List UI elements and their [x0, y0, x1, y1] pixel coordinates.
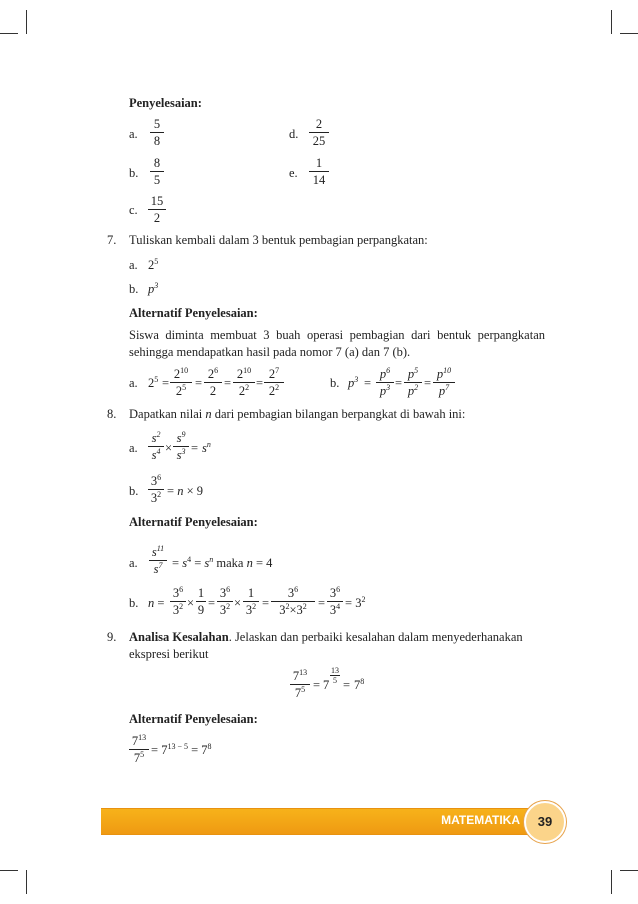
times-sign: ×: [165, 441, 173, 455]
equals-sign: =: [224, 376, 232, 390]
numerator: $3^6$: [148, 474, 164, 490]
denominator: $2^2$: [268, 382, 280, 398]
lhs-power: [348, 376, 358, 391]
question-text: Dapatkan nilai n dari pembagian bilangan berpangkat di bawah ini:: [129, 407, 466, 421]
result-power: $7^8$: [354, 676, 365, 692]
fraction: [243, 586, 259, 617]
denominator: $s^3$: [176, 446, 186, 462]
crop-mark: [0, 870, 18, 871]
numerator: $7^{13}$: [290, 669, 310, 685]
equals-sign: =: [162, 376, 170, 390]
item-letter: b.: [330, 376, 340, 390]
item-letter: e.: [289, 166, 298, 180]
numerator: $2^7$: [264, 367, 284, 383]
equals-sign: =: [395, 376, 403, 390]
numerator: $7^{13}$: [129, 734, 149, 750]
numerator: 5: [150, 117, 164, 133]
question-number: 9.: [107, 630, 117, 644]
item-letter: b.: [129, 596, 139, 610]
power-expression: [148, 258, 158, 273]
fraction: [148, 474, 164, 505]
alternative-solution-heading: Alternatif Penyelesaian:: [129, 712, 258, 726]
denominator: 5: [153, 173, 161, 187]
item-letter: c.: [129, 203, 138, 217]
crop-mark: [620, 33, 638, 34]
numerator: $s^{11}$: [149, 545, 167, 561]
fraction: [148, 431, 164, 462]
numerator: $2^{10}$: [233, 367, 255, 383]
fraction: [233, 367, 255, 398]
denominator: $3^2$: [172, 601, 184, 617]
numerator: $s^9$: [173, 431, 189, 447]
lhs-power: [148, 376, 158, 391]
fraction: [309, 117, 329, 148]
rhs-power: $s^n$: [202, 439, 211, 455]
item-letter: b.: [129, 282, 139, 296]
item-letter: d.: [289, 127, 299, 141]
denominator: $2^5$: [175, 382, 187, 398]
base: p: [148, 282, 155, 296]
fraction: [149, 545, 167, 576]
crop-mark: [611, 10, 612, 34]
denominator: $2^2$: [238, 382, 250, 398]
item-letter: b.: [129, 484, 139, 498]
fraction: [129, 734, 149, 765]
equals-sign: =: [208, 596, 216, 610]
fraction: [148, 194, 166, 225]
page-number-badge: 39: [524, 801, 566, 843]
solution-lhs: n =: [148, 596, 165, 610]
numerator: $3^6$: [170, 586, 186, 602]
exponent: 3: [354, 374, 359, 384]
equation-rhs: = n × 9: [167, 484, 203, 498]
solution-heading: Penyelesaian:: [129, 96, 202, 110]
fraction: [217, 586, 233, 617]
numerator: 2: [309, 117, 329, 133]
fraction: [173, 431, 189, 462]
equals-sign: =: [313, 678, 321, 692]
crop-mark: [0, 33, 18, 34]
equals-sign: =: [364, 376, 372, 390]
numerator: $p^6$: [376, 367, 394, 383]
equals-sign: =: [318, 596, 326, 610]
denominator: $p^7$: [438, 382, 450, 398]
numerator: 1: [197, 586, 205, 600]
fraction: [264, 367, 284, 398]
alternative-solution-heading: Alternatif Penyelesaian:: [129, 515, 258, 529]
question-number: 8.: [107, 407, 117, 421]
numerator: 8: [150, 156, 164, 172]
base: p: [348, 376, 355, 390]
power-expression: [148, 282, 158, 297]
item-letter: b.: [129, 166, 139, 180]
numerator: $3^6$: [271, 586, 315, 602]
solution-result: = $3^2$: [345, 594, 366, 610]
fraction: [150, 156, 164, 187]
crop-mark: [620, 870, 638, 871]
fraction: [170, 367, 192, 398]
crop-mark: [26, 10, 27, 34]
numerator: $2^6$: [204, 367, 222, 383]
denominator: $3^2$: [245, 601, 257, 617]
footer-book-title: MATEMATIKA: [441, 813, 520, 827]
numerator: 1: [243, 586, 259, 602]
denominator: $7^5$: [294, 684, 306, 700]
question-text: Tuliskan kembali dalam 3 bentuk pembagian perpangkatan:: [129, 233, 428, 247]
fraction: [376, 367, 394, 398]
explanation-paragraph: Siswa diminta membuat 3 buah operasi pembagian dari bentuk perpangkatan sehingga mendapatkan hasil pada nomor 7 (a) dan 7 (b).: [129, 328, 545, 359]
numerator: 1: [309, 156, 329, 172]
times-sign: ×: [234, 596, 242, 610]
item-letter: a.: [129, 376, 138, 390]
item-letter: a.: [129, 441, 138, 455]
base: 2: [148, 376, 155, 390]
numerator: $2^{10}$: [170, 367, 192, 383]
numerator: $p^5$: [404, 367, 422, 383]
denominator: $7^5$: [133, 749, 145, 765]
equals-sign: =: [256, 376, 264, 390]
fraction: [404, 367, 422, 398]
fraction: [290, 669, 310, 700]
denominator: $3^4$: [329, 601, 341, 617]
denominator: 25: [312, 134, 326, 148]
fraction: [150, 117, 164, 148]
crop-mark: [611, 870, 612, 894]
base: 2: [148, 258, 155, 272]
fraction: [327, 586, 343, 617]
question-text: Analisa Kesalahan. Jelaskan dan perbaiki kesalahan dalam menyederhanakan ekspresi berikut: [129, 630, 523, 661]
fraction: [170, 586, 186, 617]
exponent: 5: [154, 374, 159, 384]
fraction: [433, 367, 455, 398]
solution-line: = $7^{13 - 5} = 7^8$: [151, 741, 212, 757]
equals-sign: =: [343, 678, 351, 692]
fraction-exponent: 13 5: [331, 666, 339, 685]
denominator: $3^2$: [150, 489, 162, 505]
item-letter: a.: [129, 556, 138, 570]
denominator: 9: [197, 603, 205, 617]
power-with-fraction-exponent: 7: [323, 678, 330, 692]
fraction: [309, 156, 329, 187]
denominator: 8: [153, 134, 161, 148]
item-letter: a.: [129, 127, 138, 141]
solution-line: = $s^4 = s^n$ maka n = 4: [172, 554, 273, 570]
crop-mark: [26, 870, 27, 894]
fraction: [271, 586, 315, 617]
denominator: $3^2$: [219, 601, 231, 617]
denominator: 2: [209, 384, 217, 398]
question-number: 7.: [107, 233, 117, 247]
alternative-solution-heading: Alternatif Penyelesaian:: [129, 306, 258, 320]
numerator: $p^{10}$: [433, 367, 455, 383]
equals-sign: =: [195, 376, 203, 390]
equals-sign: =: [262, 596, 270, 610]
numerator: $3^6$: [217, 586, 233, 602]
numerator: $3^6$: [327, 586, 343, 602]
denominator: 2: [153, 211, 161, 225]
fraction: [204, 367, 222, 398]
denominator: $3^2\times 3^2$: [279, 601, 307, 617]
numerator: $s^2$: [148, 431, 164, 447]
denominator: $s^7$: [153, 560, 163, 576]
denominator: $s^4$: [151, 446, 161, 462]
exponent: 5: [154, 256, 159, 266]
fraction: [196, 586, 206, 617]
exponent: 3: [154, 280, 159, 290]
item-letter: a.: [129, 258, 138, 272]
equals-sign: =: [424, 376, 432, 390]
numerator: 15: [148, 194, 166, 210]
denominator: 14: [312, 173, 326, 187]
times-sign: ×: [187, 596, 195, 610]
equals-sign: =: [191, 441, 199, 455]
denominator: $p^2$: [407, 382, 419, 398]
denominator: $p^3$: [379, 382, 391, 398]
